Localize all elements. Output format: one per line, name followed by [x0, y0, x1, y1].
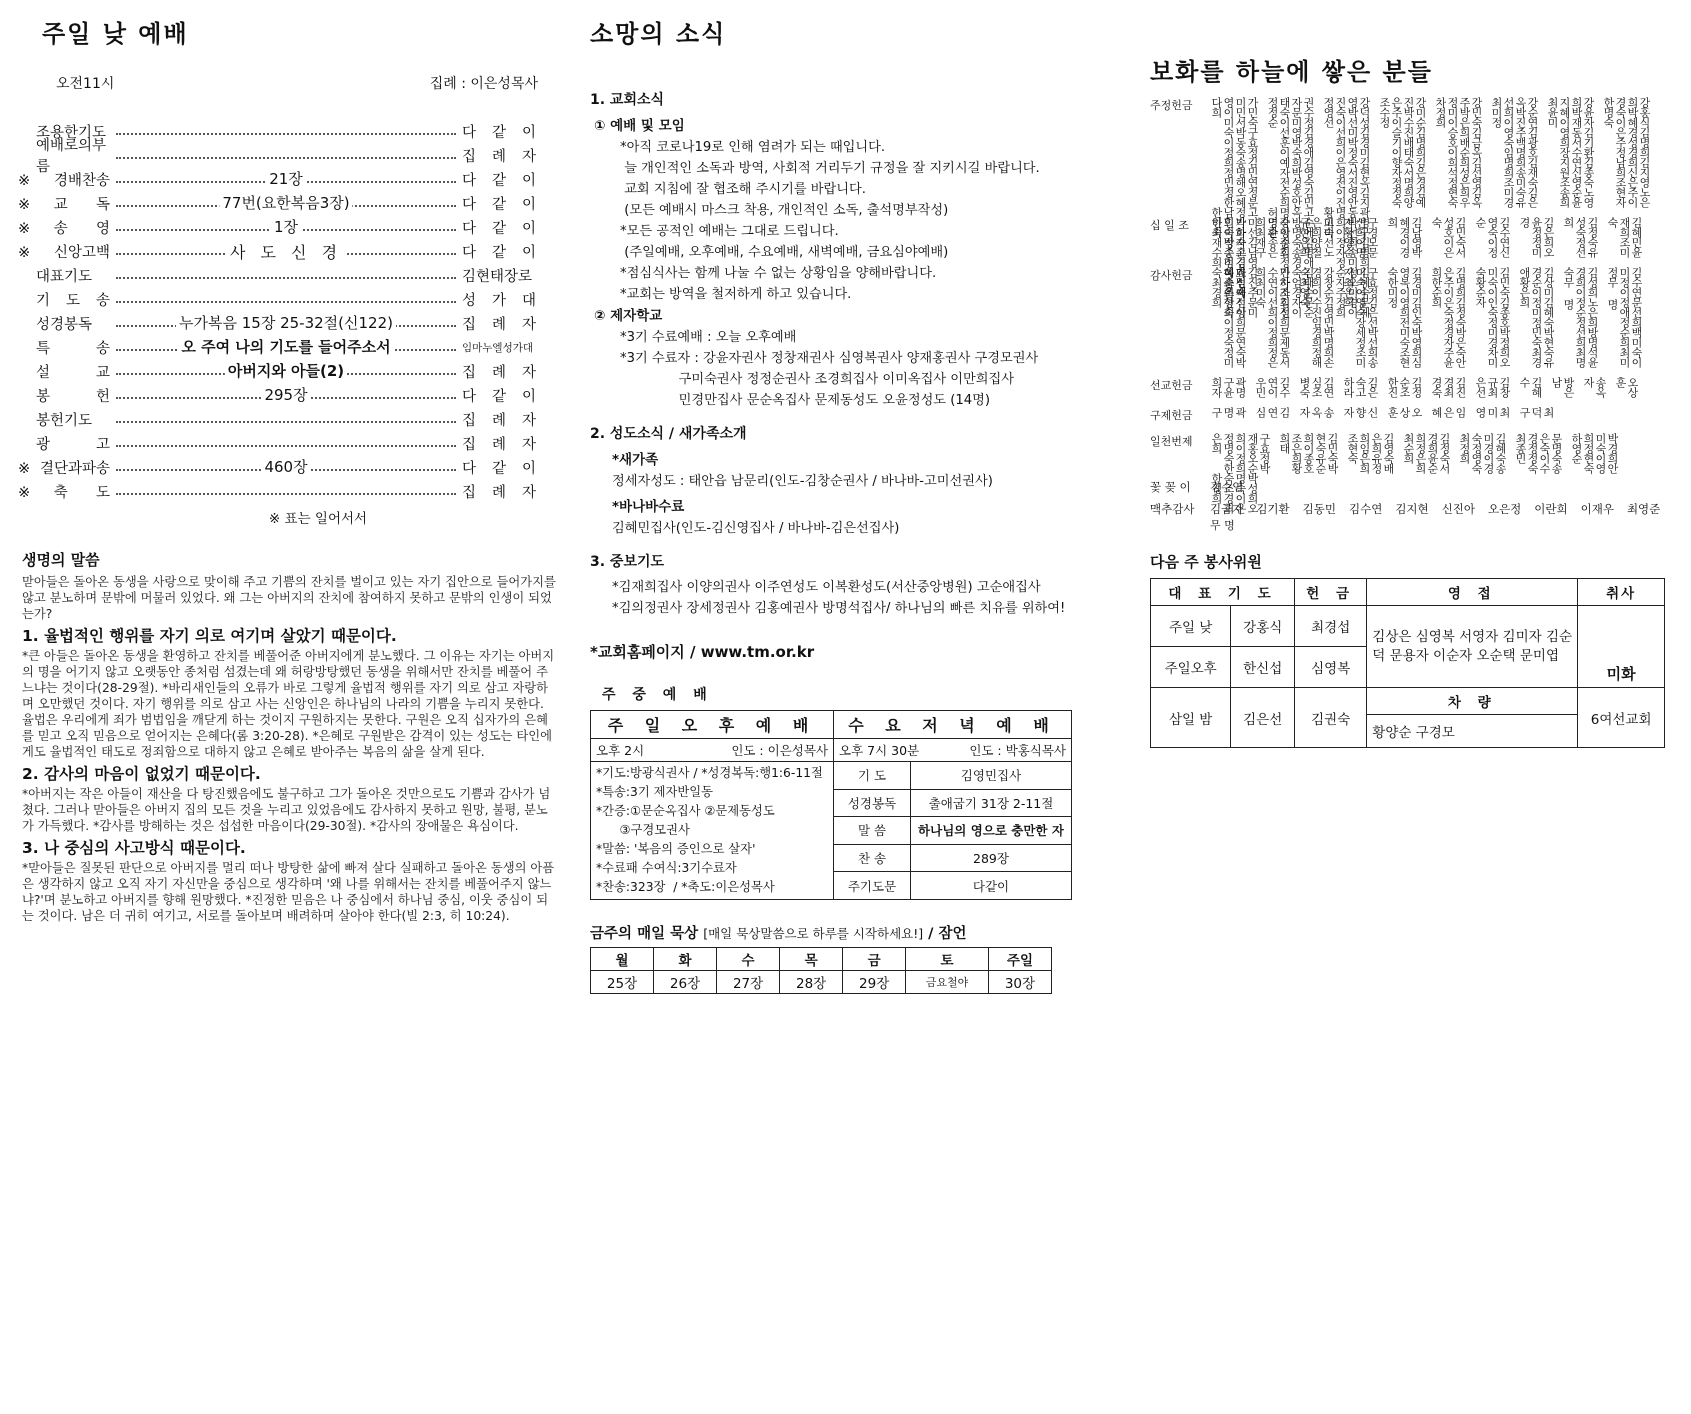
new-family-line: 정세자성도 : 태안읍 남문리(인도-김창순권사 / 바나바-고미선권사) — [612, 474, 993, 489]
wednesday-evening-leader: 인도 : 박홍식목사 — [969, 743, 1066, 758]
donor-column: 강홍식김명희김지영노은희박혜경성경희신은주이경숙이은주정남희조현자한명숙 — [1602, 97, 1651, 207]
order-item — [18, 191, 558, 215]
wed-row-key: 기 도 — [834, 762, 911, 790]
donor-column: 김창규최은선 — [1474, 377, 1511, 397]
point3-text: *맏아들은 질못된 판단으로 아버지를 멀리 떠나 방탕한 삶에 빠져 살다 실패하고 돌아온 동생의 아픔은 생각하지 않고 오직 자기 자신만을 중심으로 생각하며 '왜 나를 위해서는 잔치를 베풀어주지 않느냐?'며 분노하고 아버지를 향해 원망했다. *진정한 믿음은 나 중심에서 하나님 중심, 이웃 중심이 되는 것이다. 남은 더 귀히 여기고, 서로를 돌아보며 배려하며 살아야 한다(빌 2:3, 히 10:24). — [22, 861, 555, 923]
order-item-content: 77번(요한복음3장) — [219, 192, 352, 213]
order-label: 기 도 송 — [36, 292, 110, 309]
donor-name: 김지현 — [1395, 502, 1429, 516]
donation-label: 감사헌금 — [1150, 269, 1193, 282]
order-item — [18, 407, 558, 431]
donor-column: 김연심조병숙 — [1298, 377, 1335, 397]
donation-label: 십 일 조 — [1150, 219, 1189, 232]
donor-column: 김수연이우민 — [1254, 377, 1291, 397]
order-dots — [116, 191, 456, 215]
order-dots — [116, 311, 456, 335]
sunday-worship-title: 주일 낮 예배 — [42, 20, 189, 48]
anonymous-donor: 무 명 — [1210, 519, 1235, 532]
word-of-life-title: 생명의 말씀 — [22, 551, 100, 569]
donor-column: 오상훈 — [1614, 377, 1639, 397]
donor-column: 김혜수 — [1518, 377, 1543, 397]
order-dots — [116, 455, 456, 479]
wed-row-key: 주기도문 — [834, 872, 911, 900]
order-performer: 다 같 이 — [462, 196, 536, 213]
order-label: 조용한기도 — [36, 124, 107, 141]
point2-title: 2. 감사의 마음이 없었기 때문이다. — [22, 765, 261, 783]
order-performer: 다 같 이 — [462, 244, 536, 261]
meditation-day: 수 — [717, 948, 780, 971]
order-performer: 집 례 자 — [462, 484, 536, 501]
donation-label: 선교헌금 — [1150, 379, 1193, 392]
order-dots — [116, 383, 456, 407]
donor-column: 김효정이미옥조은희 — [1210, 257, 1247, 297]
meditation-day: 목 — [780, 948, 843, 971]
donation-lists — [1150, 97, 1675, 533]
donor-column: 김민숙서성호이은숙 — [1430, 217, 1467, 257]
column-news — [590, 0, 1130, 994]
donation-names — [1210, 479, 1243, 495]
meditation-day: 토 — [906, 948, 989, 971]
donor-column: 김은희오윤정정미경 — [1518, 217, 1555, 257]
worship-subheader — [56, 73, 538, 93]
donor-column: 강창순김명환송은희최재구 — [1254, 217, 1291, 257]
order-dots — [116, 119, 456, 143]
news-line: 구미숙권사 정정순권사 조경희집사 이미옥집사 이만희집사 — [620, 372, 1014, 387]
sunday-afternoon-program — [591, 762, 834, 900]
order-item — [18, 167, 558, 191]
meditation-chapters-row — [591, 971, 1052, 994]
order-performer: 김현태장로 — [462, 268, 533, 285]
order-dots — [116, 167, 456, 191]
order-label: ※경배찬송 — [18, 172, 110, 189]
barnabas-line: 김혜민집사(인도-김신영집사 / 바나바-김은선집사) — [612, 521, 900, 536]
donor-name: 최영준 — [1626, 502, 1661, 516]
order-label: 대표기도 — [36, 268, 93, 285]
servers-head-cooking: 취사 — [1578, 579, 1665, 606]
order-label: ※송 영 — [18, 220, 110, 237]
servers-welcome: 김상은 심영복 서영자 김미자 김순덕 문용자 이순자 오순택 문미엽 — [1367, 606, 1578, 688]
order-label: 예배로의부름 — [36, 138, 107, 175]
donor-column: 고미선노은희양철규한은희 — [1298, 217, 1335, 257]
order-dots — [116, 287, 456, 311]
order-item — [18, 479, 558, 503]
donor-column: 강순연김광호김재숙김은옥박진주백명희송미숙유선희이영숙임명희조미경최미정 — [1490, 97, 1539, 207]
meditation-days-row — [591, 948, 1052, 971]
news-line: *교회는 방역을 철저하게 하고 있습니다. — [620, 287, 852, 302]
order-item — [18, 287, 558, 311]
servers-when: 삼일 밤 — [1151, 688, 1231, 748]
order-dots — [116, 431, 456, 455]
order-label: 성경봉독 — [36, 316, 93, 333]
donor-name: 김기환 — [1256, 502, 1290, 516]
church-news-heading: 1. 교회소식 — [590, 92, 665, 108]
servers-head-offering: 헌 금 — [1295, 579, 1367, 606]
daily-meditation-heading — [590, 922, 1130, 943]
wednesday-evening-time: 오후 7시 30분 — [839, 743, 920, 758]
member-news-heading: 2. 성도소식 / 새가족소개 — [590, 426, 747, 442]
donor-name: 이란희 — [1534, 502, 1568, 516]
servers-when: 주일 낮 — [1151, 606, 1231, 647]
servers-cooking-bottom: 6여선교회 — [1578, 688, 1665, 748]
donation-group — [1150, 377, 1675, 397]
donor-column: 고순애김명애김태순문순옥방명숙송경숙엄경자이명숙이정희정민자조희정허영순 — [1266, 207, 1315, 317]
donor-column: 김경미김인숙박영희심영복이영희전미숙조현숙한미정 — [1386, 267, 1423, 367]
meditation-chapter: 26장 — [654, 971, 717, 994]
order-dots — [116, 407, 456, 431]
donor-column: 김수연문선희백미숙이미정이정애정순희최미정무 명 — [1606, 267, 1643, 367]
order-dots — [116, 359, 456, 383]
donor-column: 김혜민윤재희조미숙 — [1606, 217, 1643, 257]
donor-name: 김금자 — [1210, 502, 1244, 516]
donor-column: 문명숙송은숙이수경정정숙최종민 — [1514, 433, 1563, 473]
column-sunday-worship — [18, 0, 558, 924]
intercession-lines — [590, 577, 1130, 619]
sunday-afternoon-title: 주 일 오 후 예 배 — [591, 711, 834, 739]
donor-column: 강미순김명희김은경김예진박수진배태숙서명희양은주이슬기이향자정정숙조수정 — [1378, 97, 1427, 207]
order-performer: 다 같 이 — [462, 220, 536, 237]
donor-column: 박성희오명숙이은숙조경희한정희 — [1210, 473, 1259, 513]
order-performer: 집 례 자 — [462, 148, 536, 165]
donor-column: 김연심 — [1254, 407, 1291, 417]
donor-column: 구효정김은선박선희송미숙이영숙장세정조미자최은희 — [1342, 267, 1379, 367]
meditation-title: 금주의 매일 묵상 — [590, 926, 699, 942]
donor-column: 신향자 — [1342, 407, 1379, 417]
servers-prayer: 김은선 — [1231, 688, 1295, 748]
order-performer: 다 같 이 — [462, 388, 536, 405]
meditation-book: / 잠언 — [928, 926, 967, 942]
meditation-day: 월 — [591, 948, 654, 971]
servers-cooking-top: 미화 — [1578, 606, 1665, 688]
donor-column: 김민숙박현숙유순희이종호조은희황희태 — [1278, 433, 1339, 473]
worship-meeting-lines — [590, 137, 1130, 305]
news-line: (주일예배, 오후예배, 수요예배, 새벽예배, 금요심야예배) — [620, 245, 949, 260]
donor-column: 곽명구 — [1210, 407, 1247, 417]
news-line: 늘 개인적인 소독과 방역, 사회적 거리두기 규정을 잘 지키시길 바랍니다. — [620, 161, 1040, 176]
point1-title: 1. 율법적인 행위를 자기 의로 여기며 살았기 때문이다. — [22, 627, 397, 645]
point1-text: *큰 아들은 돌아온 동생을 환영하고 잔치를 베풀어준 아버지에게 분노했다. 그 이유는 자기는 아버지의 명을 어기지 않고 오랫동안 종처럼 섬겼는데 왜 허랑방탕했던 동생을 위해서만 잔치를 베풀어 주느냐는 것이다(28-29절). *바리새인들의 오류가 바로 그렇게 율법적 행위를 자기 의로 삼고 자랑하며 오만했던 것이다. 자기 행위를 의로 삼고 사는 신앙인은 하나님의 나라의 기쁨을 누리지 못한다. 율법은 우리에게 죄가 범법임을 깨닫게 하는 것이지 구원하지는 못한다. 구원은 오직 십자가의 은혜를 믿고 오직 믿음으로 얻어지는 은혜다(롬 3:20-28). *은혜로 구원받은 감격이 있는 성도는 타인에게도 율법적인 태도로 정죄함으로 대하지 않고 은혜로 받아주는 복음의 삶을 살게 된다. — [22, 649, 555, 759]
order-item — [18, 359, 558, 383]
meditation-day: 화 — [654, 948, 717, 971]
order-performer: 임마누엘성가대 — [462, 341, 534, 354]
wed-row-key: 말 씀 — [834, 817, 911, 845]
donor-column: 김성희노은희방명석윤경희이정순정선희최명숙무 명 — [1562, 267, 1599, 367]
worship-time: 오전11시 — [56, 76, 115, 92]
donor-column: 박경희안미숙이영희정현숙하영순 — [1570, 433, 1619, 473]
afternoon-program-line: *간증:①문순옥집사 ②문제동성도 — [596, 804, 775, 818]
worship-leader: 집례 : 이은성목사 — [429, 76, 538, 92]
donor-column: 최덕구 — [1518, 407, 1555, 417]
donor-column: 김상미김혜숙박현숙유경순이정미정민숙최경애황은희 — [1518, 267, 1555, 367]
donor-column: 방은남 — [1550, 377, 1575, 397]
order-item — [18, 431, 558, 455]
order-performer: 다 같 이 — [462, 460, 536, 477]
donor-name: 김수연 — [1210, 480, 1244, 494]
donor-column: 구효정박재홍오순희이정희정명숙한은희 — [1210, 433, 1271, 473]
donor-column: 김수연신영숙이정순 — [1474, 217, 1511, 257]
servers-car-head: 차 량 — [1367, 688, 1578, 715]
point2-text: *아버지는 작은 아들이 재산을 다 탕진했음에도 불구하고 그가 돌아온 것만으로도 기쁨과 감사가 넘쳤다. 그러나 맏아들은 아버지 집의 모든 것을 누리고 있었음에도 감사하지 못하고 원망, 불평, 분노가 가득했다. *감사를 방해하는 것은 섭섭한 마음이다(29-30절). *감사의 장애물은 욕심이다. — [22, 787, 551, 833]
news-line: *3기 수료예배 : 오늘 오후예배 — [620, 330, 797, 345]
donor-column: 김은숙고하라 — [1342, 377, 1379, 397]
weekday-worship-table — [590, 710, 1072, 900]
order-label: 광 고 — [36, 436, 110, 453]
order-performer: 집 례 자 — [462, 436, 536, 453]
servers-offering: 심영복 — [1295, 647, 1367, 688]
donor-column: 곽명구김명희김혜숙문제동박선희송미정오미경이명희이정자정순자주정희황미숙 — [1322, 207, 1371, 317]
order-performer: 집 례 자 — [462, 364, 536, 381]
afternoon-program-line: *말씀: '복음의 증인으로 살자' — [596, 842, 756, 856]
order-label: 봉 헌 — [36, 388, 110, 405]
donation-label: 일천번제 — [1150, 435, 1193, 448]
order-dots — [116, 215, 456, 239]
new-family-heading: *새가족 — [612, 452, 659, 468]
donation-label: 주정헌금 — [1150, 99, 1193, 112]
wednesday-evening-sub — [834, 739, 1072, 762]
donor-name: 신진아 — [1441, 502, 1475, 516]
donor-column: 김정순조한진 — [1386, 377, 1423, 397]
church-homepage[interactable]: *교회홈페이지 / www.tm.or.kr — [590, 643, 815, 661]
servers-head-welcome: 영 접 — [1367, 579, 1578, 606]
order-performer: 집 례 자 — [462, 412, 536, 429]
donation-group — [1150, 501, 1675, 517]
order-item — [18, 138, 558, 175]
order-label: ※결단과파송 — [18, 460, 110, 477]
donor-column: 권수정김경애김영숙김민자문미영박숙희박성호안태숙이선훈이예자전순희정정순 — [1266, 97, 1315, 207]
order-item — [18, 335, 558, 359]
afternoon-program-line: *수료패 수여식:3기수료자 — [596, 861, 737, 875]
donation-names — [1210, 501, 1660, 517]
donation-names — [1210, 407, 1675, 423]
column-offerings — [1150, 0, 1675, 748]
news-title: 소망의 소식 — [590, 20, 727, 48]
donor-column: 강민숙김금옥김선영김옥주박은희배순희성은희우정미이승호이희석정현숙차정희 — [1434, 97, 1483, 207]
news-line: *모든 공적인 예배는 그대로 드립니다. — [620, 224, 839, 239]
donor-column: 김남영박혜경이경희 — [1386, 217, 1423, 257]
donor-column: 김정숙유성숙정선희 — [1562, 217, 1599, 257]
donor-name: 김수연 — [1348, 502, 1383, 516]
donor-column: 김영숙배은희유정희임은희조현숙 — [1346, 433, 1395, 473]
order-performer: 성 가 대 — [462, 292, 536, 309]
afternoon-program-line: ③구경모권사 — [596, 823, 690, 837]
barnabas-heading: *바나바수료 — [612, 499, 685, 515]
donor-column: 고미선김남영김진주문미정박화숙손경미심재선이남희이정순정미순조현희한인숙 — [1210, 207, 1259, 317]
meditation-chapter: 27장 — [717, 971, 780, 994]
order-label: 설 교 — [36, 364, 110, 381]
offerings-title: 보화를 하늘에 쌓은 분들 — [1150, 58, 1433, 86]
order-dots — [116, 263, 456, 287]
order-item — [18, 263, 558, 287]
donor-column: 강덕성김경미김현옥김지영박선미박정숙서진영안진숙이선희이은영전이진정영선 — [1322, 97, 1371, 207]
order-dots — [116, 479, 456, 503]
order-performer: 다 같 이 — [462, 172, 536, 189]
order-of-service — [18, 119, 558, 503]
order-label: ※교 독 — [18, 196, 110, 213]
meditation-day: 주일 — [988, 948, 1051, 971]
donor-name: 김동민 — [1302, 502, 1336, 516]
standing-note: ※ 표는 일어서서 — [268, 511, 368, 527]
wed-row-value: 다같이 — [911, 872, 1072, 900]
donor-column: 김명희김정숙박은숙안은주이은숙정경자주윤희한순희 — [1430, 267, 1467, 367]
wednesday-evening-title: 수 요 저 녁 예 배 — [834, 711, 1072, 739]
meditation-chapter: 28장 — [780, 971, 843, 994]
order-item — [18, 311, 558, 335]
sunday-afternoon-sub — [591, 739, 834, 762]
order-label: ※신앙고백 — [18, 244, 110, 261]
meditation-table — [590, 947, 1052, 994]
news-line: *점심식사는 함께 나눌 수 없는 상황임을 양해바랍니다. — [620, 266, 937, 281]
news-line: *아직 코로나19로 인해 염려가 되는 때입니다. — [620, 140, 886, 155]
order-item — [18, 383, 558, 407]
weekday-worship-heading: 주 중 예 배 — [602, 687, 713, 703]
news-line: 민경만집사 문순옥집사 문제동성도 오윤정성도 (14명) — [620, 393, 991, 408]
worship-meeting-heading: ① 예배 및 모임 — [594, 118, 685, 134]
donor-column: 곽명구윤희자 — [1210, 377, 1247, 397]
afternoon-program-line: *특송:3기 제자반일동 — [596, 785, 714, 799]
next-week-servers-heading: 다음 주 봉사위원 — [1150, 553, 1262, 571]
afternoon-program-line: *기도:방광식권사 / *성경복독:행1:6-11절 — [596, 766, 823, 780]
order-label: 특 송 — [36, 340, 110, 357]
donor-column: 가민숙김상희문연숙박혜숙이상숙이정숙정미숙최경희 — [1210, 267, 1247, 367]
servers-car: 황양순 구경모 — [1367, 715, 1578, 748]
order-item-content: 460장 — [261, 456, 310, 477]
meditation-chapter: 29장 — [843, 971, 906, 994]
donation-group — [1150, 267, 1675, 367]
intercession-heading: 3. 중보기도 — [590, 554, 665, 570]
donation-group — [1150, 479, 1675, 495]
donor-column: 가민숙구효정김민연정분미민서박동숙송명해오혜영이미숙이정희정민정한다희 — [1210, 97, 1259, 207]
afternoon-program-line: *찬송:323장 / *축도:이은성목사 — [596, 880, 775, 894]
order-dots — [116, 143, 456, 167]
wed-row-key: 찬 송 — [834, 844, 911, 872]
wed-row-value: 하나님의 영으로 충만한 자 — [911, 817, 1072, 845]
news-line: (모든 예배시 마스크 착용, 개인적인 소독, 출석명부작성) — [620, 203, 949, 218]
servers-offering: 최경섭 — [1295, 606, 1367, 647]
servers-head-prayer: 대 표 기 도 — [1151, 579, 1295, 606]
donor-column: 김진경최경숙 — [1430, 377, 1467, 397]
donor-column: 최미영 — [1474, 407, 1511, 417]
sunday-afternoon-time: 오후 2시 — [596, 743, 645, 758]
donor-column: 김민숙김종호박정희오미숙이인숙정미경차미숙황순자 — [1474, 267, 1511, 367]
donor-column: 송옥자 — [1582, 377, 1607, 397]
order-dots — [116, 335, 456, 359]
order-item-content: 누가복음 15장 25-32절(신122) — [176, 312, 396, 333]
donor-column: 임은혜 — [1430, 407, 1467, 417]
meditation-chapter: 25장 — [591, 971, 654, 994]
donation-label: 꽃 꽂 이 — [1150, 480, 1191, 494]
donor-column: 김정숙서경희윤순희정은희최순희 — [1402, 433, 1451, 473]
meditation-day: 금 — [843, 948, 906, 971]
order-label: ※축 도 — [18, 484, 110, 501]
donor-column: 송옥자 — [1298, 407, 1335, 417]
order-item-content: 오 주여 나의 기도를 들어주소서 — [178, 336, 393, 357]
wed-row-value: 출애굽기 31장 2-11절 — [911, 789, 1072, 817]
servers-prayer: 한신섭 — [1231, 647, 1295, 688]
meditation-chapter: 금요철야 — [906, 971, 989, 994]
donation-group — [1150, 407, 1675, 423]
donor-column: 김혜숙송미경이경숙정영숙최정희 — [1458, 433, 1507, 473]
point3-title: 3. 나 중심의 사고방식 때문이다. — [22, 839, 246, 857]
order-item-content: 1장 — [271, 216, 301, 237]
disciple-school-heading: ② 제자학교 — [594, 308, 663, 324]
donation-label: 구제헌금 — [1150, 409, 1193, 422]
order-item-content: 아버지와 아들(2) — [225, 360, 347, 381]
donation-names — [1210, 377, 1675, 397]
servers-when: 주일오후 — [1151, 647, 1231, 688]
donor-column: 가하자고민숙박종하최재수 — [1210, 217, 1247, 257]
order-dots — [116, 239, 456, 263]
servers-offering: 김권숙 — [1295, 688, 1367, 748]
order-performer: 집 례 자 — [462, 316, 536, 333]
donor-name: 오은정 — [1487, 502, 1522, 516]
disciple-school-lines — [590, 327, 1130, 411]
news-line: *3기 수료자 : 강윤자권사 정창재권사 심영복권사 양재홍권사 구경모권사 — [620, 351, 1039, 366]
donation-names — [1210, 267, 1675, 367]
wed-row-value: 김영민집사 — [911, 762, 1072, 790]
news-line: 교회 지침에 잘 협조해 주시기를 바랍니다. — [620, 182, 866, 197]
wed-row-key: 성경봉독 — [834, 789, 911, 817]
wed-row-value: 289장 — [911, 844, 1072, 872]
order-item-content: 295장 — [261, 384, 310, 405]
donor-column: 가하자김선희문제동서수연이선희이정희정은희최미숙 — [1254, 267, 1291, 367]
donor-column: 강윤자김기환김종숙노영희박재동서수연신영순윤지혜이영희장지원조송희최윤미 — [1546, 97, 1595, 207]
donor-name: 이재우 — [1580, 502, 1614, 516]
sermon-intro: 맏아들은 돌아온 동생을 사랑으로 맞이해 주고 기쁨의 잔치를 벌이고 있는 자기 집안으로 들어가지를 않고 분노하며 문밖에 머물러 있었다. 왜 그는 아버지의 잔치에 참여하지 못하고 문밖의 인생이 되었는가? — [22, 575, 556, 621]
sunday-afternoon-leader: 인도 : 이은성목사 — [731, 743, 828, 758]
order-item — [18, 239, 558, 263]
donor-column: 오상훈 — [1386, 407, 1423, 417]
donor-column: 강창순김영민박명희손경희이수진임경희정해숙최영숙 — [1298, 267, 1335, 367]
donor-column: 구경모문선희이명자황양순 — [1342, 217, 1379, 257]
news-line: *김재희집사 이양의권사 이주연성도 이복환성도(서산중앙병원) 고순애집사 — [612, 580, 1041, 595]
servers-table — [1150, 578, 1665, 748]
donation-label: 맥추감사 — [1150, 502, 1195, 516]
order-item-content: 사 도 신 경 — [227, 240, 345, 263]
order-performer: 다 같 이 — [462, 124, 536, 141]
order-label: 봉헌기도 — [36, 412, 93, 429]
order-item — [18, 215, 558, 239]
news-line: *김의정권사 장세정권사 김홍예권사 방명석집사/ 하나님의 빠른 치유를 위하여! — [612, 601, 1066, 616]
meditation-subtitle: [매일 묵상말씀으로 하루를 시작하세요!] — [703, 926, 924, 941]
meditation-chapter: 30장 — [988, 971, 1051, 994]
order-item-content: 21장 — [266, 168, 306, 189]
order-item — [18, 455, 558, 479]
servers-prayer: 강홍식 — [1231, 606, 1295, 647]
